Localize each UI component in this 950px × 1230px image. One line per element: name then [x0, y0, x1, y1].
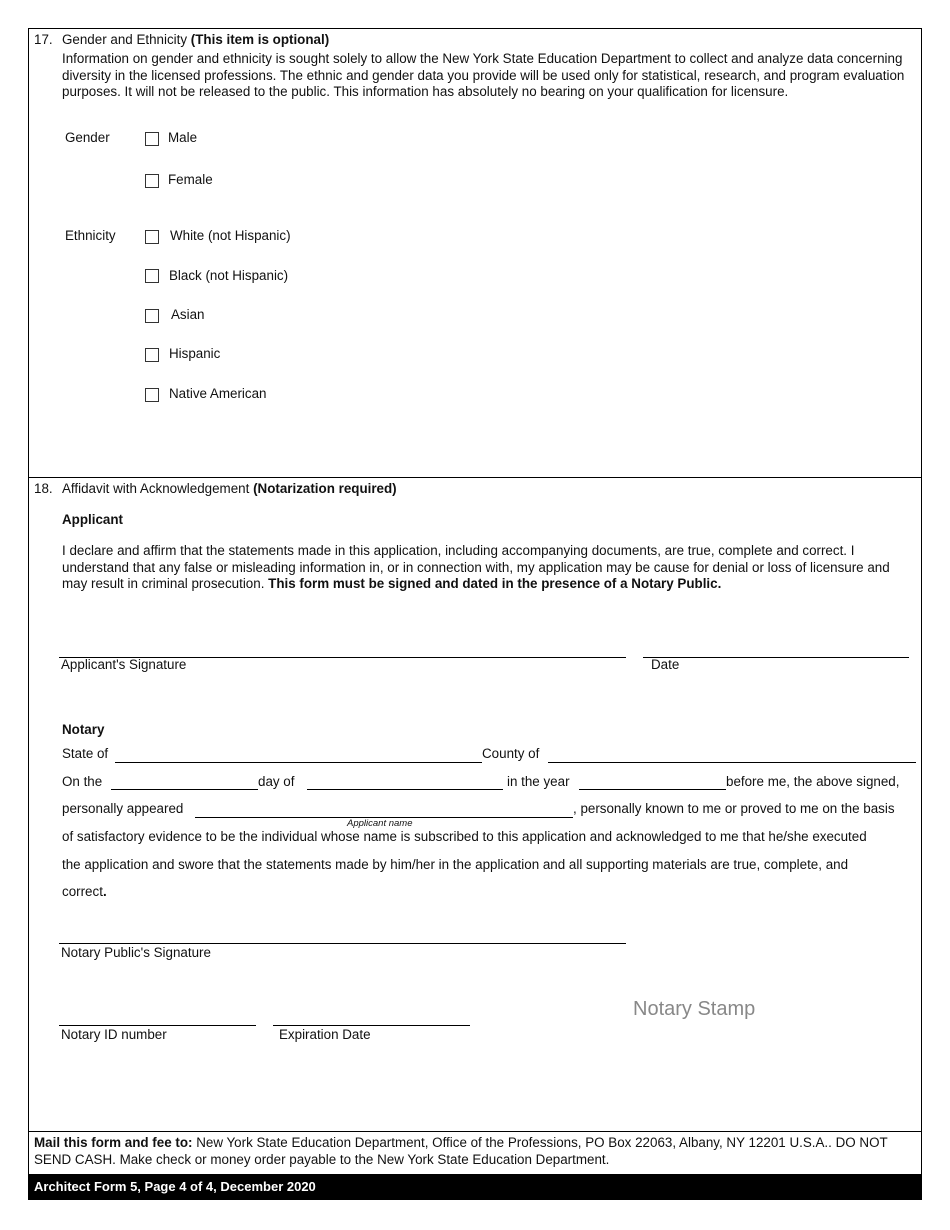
declaration-text: I declare and affirm that the statements made in this application, including accompanying documents, are true, complete and correct. I understand that any false or misleading information in, or in connection with, my application may be cause for denial or loss of licensure and may result in criminal prosecution.	[62, 543, 890, 591]
section-18-title-note: (Notarization required)	[253, 481, 397, 496]
section-18-number: 18.	[34, 481, 53, 496]
notary-id-label: Notary ID number	[61, 1027, 167, 1042]
gender-male-label: Male	[168, 130, 198, 145]
state-of-label: State of	[62, 746, 109, 761]
before-me-label: before me, the above signed,	[726, 774, 900, 789]
on-the-label: On the	[62, 774, 103, 789]
gender-female-label: Female	[168, 172, 213, 187]
year-field[interactable]	[579, 789, 726, 790]
ethnicity-asian-checkbox[interactable]	[145, 309, 159, 323]
affidavit-line-5	[62, 884, 107, 899]
date-line[interactable]	[643, 657, 909, 658]
ethnicity-asian-label: Asian	[171, 307, 205, 322]
mail-divider	[28, 1131, 922, 1132]
section-18-title-text: Affidavit with Acknowledgement	[62, 481, 250, 496]
section-17-title-text: Gender and Ethnicity	[62, 32, 188, 47]
date-label: Date	[651, 657, 680, 672]
notary-heading: Notary	[62, 722, 105, 737]
applicant-name-caption: Applicant name	[347, 818, 413, 829]
footer-text: Architect Form 5, Page 4 of 4, December 2020	[34, 1179, 316, 1194]
in-the-year-label: in the year	[507, 774, 570, 789]
applicant-declaration	[62, 543, 907, 593]
applicant-heading: Applicant	[62, 512, 124, 527]
state-of-field[interactable]	[115, 762, 482, 763]
notary-id-line[interactable]	[59, 1025, 256, 1026]
section-17-title-note: (This item is optional)	[190, 32, 330, 47]
gender-label: Gender	[65, 130, 110, 145]
county-of-field[interactable]	[548, 762, 916, 763]
affidavit-line-5-text: correct	[62, 884, 103, 899]
notary-signature-line[interactable]	[59, 943, 626, 944]
ethnicity-hispanic-checkbox[interactable]	[145, 348, 159, 362]
ethnicity-native-american-label: Native American	[169, 386, 267, 401]
section-divider	[28, 477, 922, 478]
footer-bar	[28, 1174, 922, 1200]
ethnicity-black-checkbox[interactable]	[145, 269, 159, 283]
applicant-signature-label: Applicant's Signature	[61, 657, 187, 672]
day-field[interactable]	[111, 789, 258, 790]
affidavit-line-4: the application and swore that the statements made by him/her in the application and all supporting materials are true, complete, and	[62, 857, 849, 872]
affidavit-line-5-period: .	[102, 884, 107, 899]
ethnicity-label: Ethnicity	[65, 228, 116, 243]
section-17-number: 17.	[34, 32, 53, 47]
county-of-label: County of	[482, 746, 540, 761]
mail-text: New York State Education Department, Office of the Professions, PO Box 22063, Albany, NY 12201 U.S.A.. DO NOT SEND CASH. Make check or money order payable to the New York State Education Department.	[34, 1135, 888, 1167]
ethnicity-black-label: Black (not Hispanic)	[169, 268, 289, 283]
notary-stamp-area: Notary Stamp	[633, 998, 756, 1020]
ethnicity-white-label: White (not Hispanic)	[170, 228, 291, 243]
month-field[interactable]	[307, 789, 503, 790]
declaration-bold-text: This form must be signed and dated in the presence of a Notary Public.	[268, 576, 722, 591]
gender-female-checkbox[interactable]	[145, 174, 159, 188]
day-of-label: day of	[258, 774, 295, 789]
mail-instructions	[34, 1135, 902, 1168]
mail-label: Mail this form and fee to:	[34, 1135, 193, 1150]
ethnicity-hispanic-label: Hispanic	[169, 346, 221, 361]
section-18-title	[62, 481, 397, 496]
expiration-date-line[interactable]	[273, 1025, 470, 1026]
notary-signature-label: Notary Public's Signature	[61, 945, 211, 960]
personally-known-text: , personally known to me or proved to me on the basis	[573, 801, 895, 816]
gender-male-checkbox[interactable]	[145, 132, 159, 146]
ethnicity-white-checkbox[interactable]	[145, 230, 159, 244]
ethnicity-native-american-checkbox[interactable]	[145, 388, 159, 402]
expiration-date-label: Expiration Date	[279, 1027, 371, 1042]
section-17-title	[62, 32, 329, 47]
affidavit-line-3: of satisfactory evidence to be the individual whose name is subscribed to this application and acknowledged to me that he/she executed	[62, 829, 867, 844]
personally-appeared-label: personally appeared	[62, 801, 184, 816]
section-17-description: Information on gender and ethnicity is sought solely to allow the New York State Education Department to collect and analyze data concerning diversity in the licensed professions. The ethnic and gender data you provide will be used only for statistical, research, and program evaluation purposes. It will not be released to the public. This information has absolutely no bearing on your qualification for licensure.	[62, 51, 905, 99]
